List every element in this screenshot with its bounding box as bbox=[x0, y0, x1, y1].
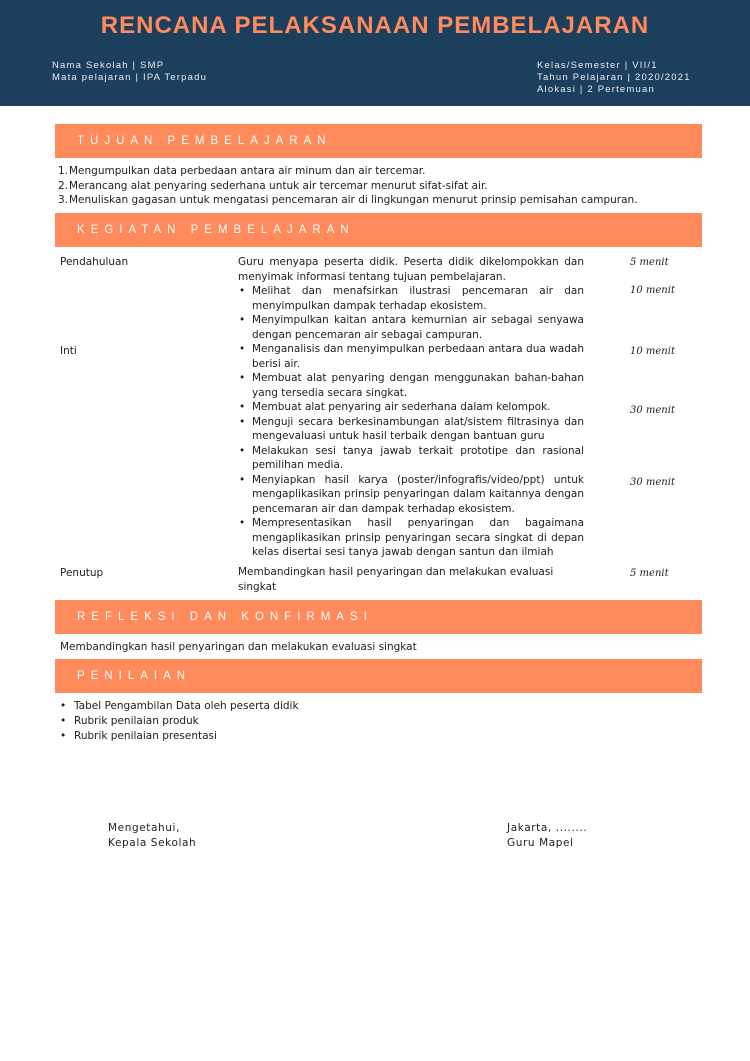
header-banner bbox=[0, 0, 750, 106]
time-penutup: 5 menit bbox=[630, 568, 669, 579]
list-text: Rubrik penilaian presentasi bbox=[74, 730, 217, 742]
time-pendahuluan: 5 menit bbox=[630, 257, 669, 268]
section-bar-tujuan bbox=[55, 124, 702, 158]
list-text: Menyimpulkan kaitan antara kemurnian air sebagai senyawa dengan pencemaran air sebagai campuran. bbox=[252, 314, 584, 341]
section-title-refleksi: REFLEKSI DAN KONFIRMASI bbox=[77, 611, 373, 623]
list-item bbox=[238, 473, 584, 517]
time-inti-2: 10 menit bbox=[630, 346, 675, 357]
bullet-icon: • bbox=[239, 314, 246, 326]
list-item bbox=[238, 342, 584, 371]
list-item bbox=[238, 400, 584, 415]
list-number: 1. bbox=[58, 165, 69, 177]
list-text: Tabel Pengambilan Data oleh peserta didik bbox=[74, 700, 299, 712]
list-item bbox=[238, 444, 584, 473]
list-text: Menuliskan gagasan untuk mengatasi pencemaran air di lingkungan menurut prinsip pemisahan campuran. bbox=[69, 194, 638, 206]
penutup-text: Membandingkan hasil penyaringan dan melakukan evaluasi singkat bbox=[238, 566, 554, 593]
subject-name: Mata pelajaran | IPA Terpadu bbox=[52, 72, 208, 83]
objective-list bbox=[58, 164, 638, 208]
class-semester: Kelas/Semester | VII/1 bbox=[537, 60, 658, 71]
list-text: Menganalisis dan menyimpulkan perbedaan antara dua wadah berisi air. bbox=[252, 343, 584, 370]
list-item bbox=[58, 193, 638, 208]
list-text: Membuat alat penyaring air sederhana dalam kelompok. bbox=[252, 401, 551, 413]
bullet-icon: • bbox=[60, 700, 67, 712]
list-text: Melihat dan menafsirkan ilustrasi pencemaran air dan menyimpulkan dampak terhadap ekosistem. bbox=[252, 285, 584, 312]
list-text: Mempresentasikan hasil penyaringan dan bagaimana mengaplikasikan prinsip penyaringan secara singkat di depan kelas disertai sesi tanya jawab dengan santun dan ilmiah bbox=[252, 517, 584, 558]
section-title-penilaian: PENILAIAN bbox=[77, 670, 192, 682]
list-item bbox=[58, 179, 638, 194]
pendahuluan-text: Guru menyapa peserta didik. Peserta didik dikelompokkan dan menyimak informasi tentang tujuan pembelajaran. bbox=[238, 256, 584, 283]
list-item bbox=[238, 313, 584, 342]
list-item bbox=[238, 284, 584, 313]
list-item bbox=[60, 714, 299, 729]
list-text: Mengumpulkan data perbedaan antara air minum dan air tercemar. bbox=[69, 165, 426, 177]
list-text: Menyiapkan hasil karya (poster/infografis/video/ppt) untuk mengaplikasikan prinsip penyaringan dalam kaitannya dengan pencemaran air dan dampak terhadap ekosistem. bbox=[252, 473, 584, 515]
signature-left bbox=[108, 821, 196, 851]
bullet-icon: • bbox=[239, 517, 246, 529]
list-text: Rubrik penilaian produk bbox=[74, 715, 199, 727]
section-bar-refleksi bbox=[55, 600, 702, 634]
list-text: Merancang alat penyaring sederhana untuk air tercemar menurut sifat-sifat air. bbox=[69, 179, 488, 192]
signature-left-line1: Mengetahui, bbox=[108, 822, 181, 834]
list-item bbox=[58, 164, 638, 179]
signature-right-line1: Jakarta, ........ bbox=[507, 822, 588, 834]
phase-label-pendahuluan: Pendahuluan bbox=[60, 256, 129, 268]
bullet-icon: • bbox=[239, 372, 246, 384]
section-title-kegiatan: KEGIATAN PEMBELAJARAN bbox=[77, 224, 355, 236]
signature-right-line2: Guru Mapel bbox=[507, 837, 574, 849]
refleksi-text: Membandingkan hasil penyaringan dan melakukan evaluasi singkat bbox=[60, 641, 417, 653]
class-meta bbox=[537, 60, 691, 96]
school-meta bbox=[52, 60, 207, 84]
list-item bbox=[60, 699, 299, 714]
school-year: Tahun Pelajaran | 2020/2021 bbox=[537, 72, 691, 83]
list-item bbox=[238, 415, 584, 444]
bullet-icon: • bbox=[239, 415, 246, 428]
penilaian-list bbox=[60, 699, 299, 744]
bullet-icon: • bbox=[239, 444, 246, 457]
school-name: Nama Sekolah | SMP bbox=[52, 60, 165, 71]
list-number: 2. bbox=[58, 179, 69, 192]
bullet-icon: • bbox=[60, 715, 67, 727]
section-bar-penilaian bbox=[55, 659, 702, 693]
phase-label-penutup: Penutup bbox=[60, 567, 104, 579]
list-item bbox=[238, 371, 584, 400]
page-title: RENCANA PELAKSANAAN PEMBELAJARAN bbox=[100, 12, 650, 39]
list-text: Membuat alat penyaring dengan menggunakan bahan-bahan yang tersedia secara singkat. bbox=[252, 372, 584, 399]
time-inti-3: 30 menit bbox=[630, 405, 675, 416]
list-item bbox=[60, 729, 299, 744]
list-text: Melakukan sesi tanya jawab terkait prototipe dan rasional pemilihan media. bbox=[252, 444, 584, 471]
time-allocation: Alokasi | 2 Pertemuan bbox=[537, 84, 655, 95]
list-text: Menguji secara berkesinambungan alat/sistem filtrasinya dan mengevaluasi untuk hasil terbaik dengan bantuan guru bbox=[252, 415, 584, 442]
time-inti-4: 30 menit bbox=[630, 477, 675, 488]
bullet-icon: • bbox=[239, 473, 246, 486]
bullet-icon: • bbox=[60, 730, 67, 742]
section-title-tujuan: TUJUAN PEMBELAJARAN bbox=[77, 135, 332, 147]
bullet-icon: • bbox=[239, 285, 246, 297]
list-number: 3. bbox=[58, 194, 69, 206]
list-item bbox=[238, 516, 584, 560]
signature-right bbox=[507, 821, 587, 851]
inti-activity-list bbox=[238, 284, 584, 560]
time-inti-1: 10 menit bbox=[630, 285, 675, 296]
phase-label-inti: Inti bbox=[60, 345, 77, 357]
signature-left-line2: Kepala Sekolah bbox=[108, 837, 197, 849]
bullet-icon: • bbox=[239, 343, 246, 355]
bullet-icon: • bbox=[239, 401, 246, 413]
section-bar-kegiatan bbox=[55, 213, 702, 247]
